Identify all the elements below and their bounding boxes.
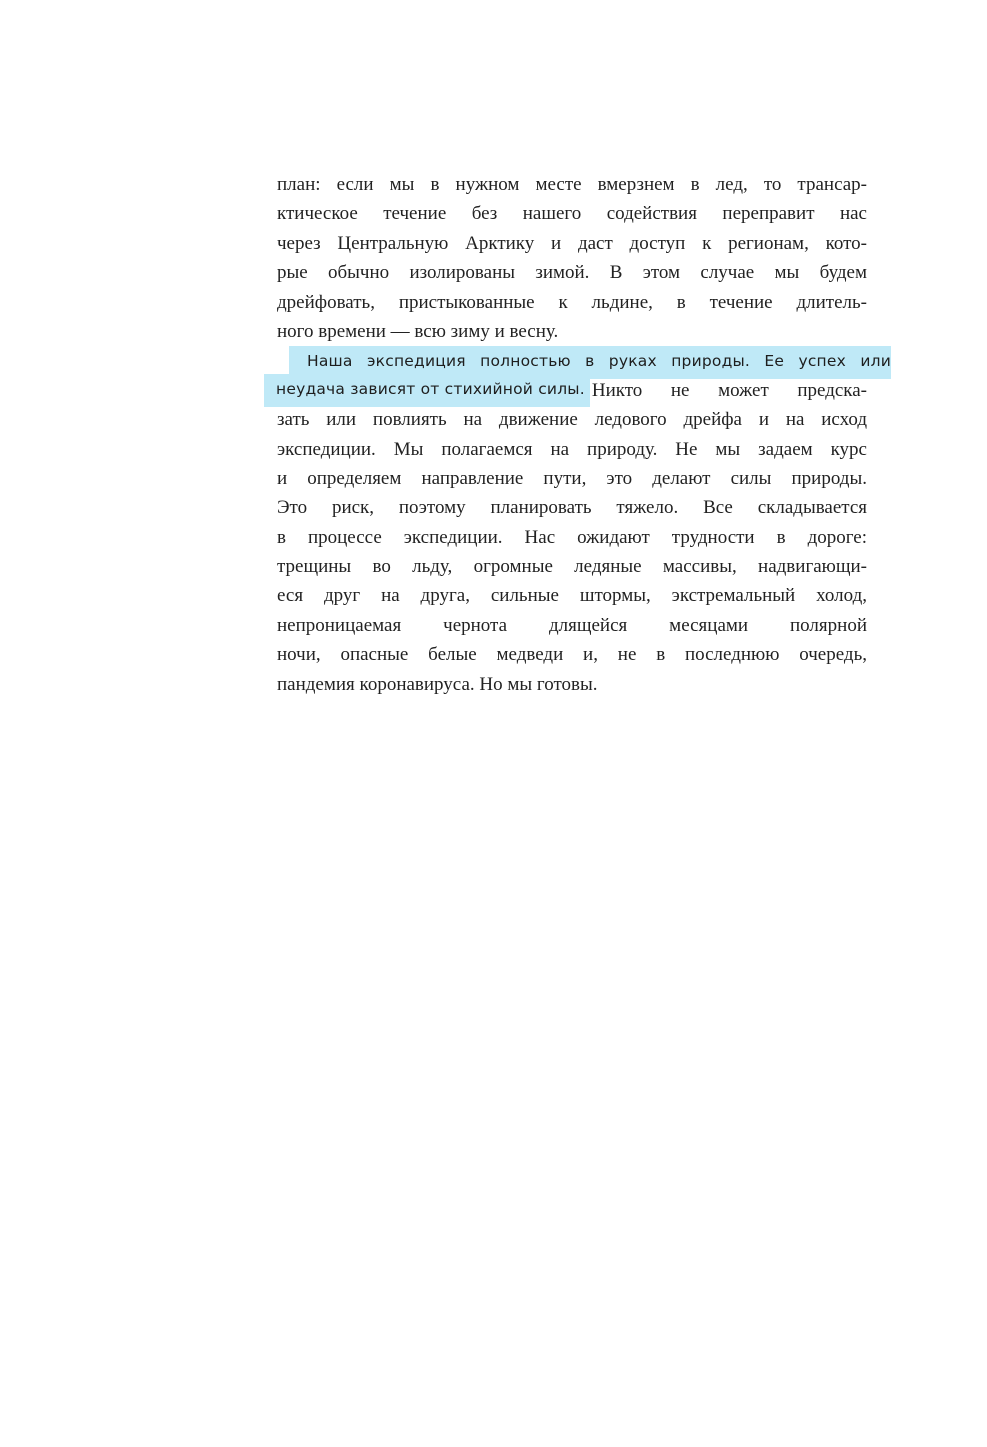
text-line: в процессе экспедиции. Нас ожидают трудности в дороге: bbox=[277, 526, 867, 548]
body-text bbox=[276, 170, 891, 699]
text-line: трещины во льду, огромные ледяные массивы, надвигающи- bbox=[277, 556, 867, 578]
text-line: экспедиции. Мы полагаемся на природу. Не мы задаем курс bbox=[277, 438, 867, 460]
highlight-line-2 bbox=[277, 376, 867, 405]
text-line: через Центральную Арктику и даст доступ к регионам, кото- bbox=[277, 232, 867, 254]
highlight-line-1 bbox=[277, 346, 891, 375]
text-line: пандемия коронавируса. Но мы готовы. bbox=[277, 673, 598, 695]
text-line: еся друг на друга, сильные штормы, экстремальный холод, bbox=[277, 585, 867, 607]
text-line: ктическое течение без нашего содействия переправит нас bbox=[277, 203, 867, 225]
paragraph-2 bbox=[276, 346, 891, 699]
text-line: ного времени — всю зиму и весну. bbox=[277, 320, 559, 342]
text-line: ночи, опасные белые медведи и, не в последнюю очередь, bbox=[277, 644, 867, 666]
highlighted-quote-part-1: Наша экспедиция полностью в руках природы. Ее успех или bbox=[289, 346, 891, 378]
text-line: рые обычно изолированы зимой. В этом случае мы будем bbox=[277, 262, 867, 284]
text-line: зать или повлиять на движение ледового дрейфа и на исход bbox=[277, 409, 867, 431]
text-line: план: если мы в нужном месте вмерзнем в лед, то трансар- bbox=[277, 174, 867, 195]
paragraph-1 bbox=[277, 170, 867, 346]
text-line: дрейфовать, пристыкованные к льдине, в течение длитель- bbox=[277, 291, 867, 313]
highlighted-quote-part-2: неудача зависят от стихийной силы. bbox=[264, 374, 590, 406]
text-line: непроницаемая чернота длящейся месяцами полярной bbox=[277, 614, 867, 636]
text-line-continuation: Никто не может предска- bbox=[591, 379, 867, 401]
text-line: и определяем направление пути, это делают силы природы. bbox=[277, 467, 867, 489]
text-line: Это риск, поэтому планировать тяжело. Все складывается bbox=[277, 497, 867, 519]
